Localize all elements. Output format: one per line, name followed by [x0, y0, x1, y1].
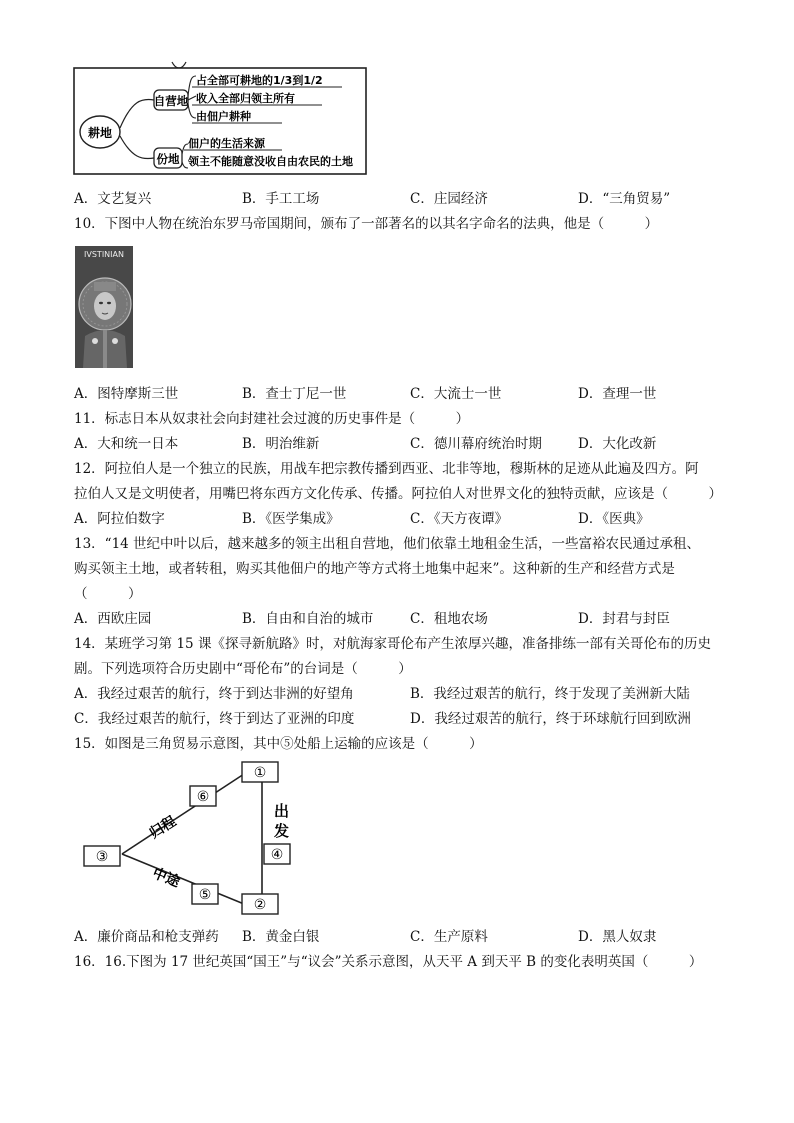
q13-option-c[interactable]: C．租地农场	[410, 611, 488, 627]
q9-option-b[interactable]: B．手工工场	[242, 191, 320, 207]
q14-stem-line1: 14．某班学习第 15 课《探寻新航路》时，对航海家哥伦布产生浓厚兴趣，准备排练一部有关哥伦布的历史	[74, 636, 711, 652]
q11-option-b[interactable]: B．明治维新	[242, 436, 320, 452]
label-middle: 中途	[150, 865, 182, 891]
bottom-item-2: 领主不能随意没收自由农民的土地	[188, 155, 353, 168]
q14-option-c[interactable]: C．我经过艰苦的航行，终于到达了亚洲的印度	[74, 711, 355, 727]
q9-option-d[interactable]: D．“三角贸易”	[578, 191, 671, 207]
q10-option-c[interactable]: C．大流士一世	[410, 386, 502, 402]
q11-option-a[interactable]: A．大和统一日本	[74, 436, 179, 452]
q15-option-c[interactable]: C．生产原料	[410, 929, 488, 945]
q10-option-a[interactable]: A．图特摩斯三世	[74, 386, 179, 402]
q13-option-b[interactable]: B．自由和自治的城市	[242, 611, 374, 627]
q12-stem-line2: 拉伯人又是文明使者，用嘴巴将东西方文化传承、传播。阿拉伯人对世界文化的独特贡献，应该是（ ）	[74, 486, 722, 502]
node-2-label: ②	[253, 897, 267, 913]
q10-stem: 10．下图中人物在统治东罗马帝国期间，颁布了一部著名的以其名字命名的法典，他是（ ）	[74, 216, 659, 232]
q15-option-d[interactable]: D．黑人奴隶	[578, 929, 657, 945]
face	[94, 292, 116, 320]
diagram-top-mark	[172, 62, 186, 68]
node-4-label: ④	[270, 847, 284, 863]
q11-option-c[interactable]: C．德川幕府统治时期	[410, 436, 542, 452]
branch-top-label: 自营地	[153, 94, 189, 108]
bottom-item-1: 佃户的生活来源	[188, 137, 265, 150]
q14-option-d[interactable]: D．我经过艰苦的航行，终于环球航行回到欧洲	[410, 711, 691, 727]
q11-option-d[interactable]: D．大化改新	[578, 436, 657, 452]
q16-stem: 16．16.下图为 17 世纪英国“国王”与“议会”关系示意图，从天平 A 到天平 B 的变化表明英国（ ）	[74, 954, 703, 970]
q15-triangle-trade-diagram	[80, 760, 300, 918]
q15-option-b[interactable]: B．黄金白银	[242, 929, 320, 945]
q12-option-d[interactable]: D．《医典》	[578, 511, 650, 527]
q12-option-b[interactable]: B．《医学集成》	[242, 511, 340, 527]
q11-stem: 11．标志日本从奴隶社会向封建社会过渡的历史事件是（ ）	[74, 411, 470, 427]
q10-option-b[interactable]: B．查士丁尼一世	[242, 386, 347, 402]
q12-stem-line1: 12．阿拉伯人是一个独立的民族，用战车把宗教传播到西亚、北非等地，穆斯林的足迹从此遍及四方。阿	[74, 461, 699, 477]
q9-land-diagram	[72, 60, 372, 178]
mosaic-inscription: IVSTINIAN	[84, 250, 124, 259]
q9-option-a[interactable]: A．文艺复兴	[74, 191, 152, 207]
node-5-label: ⑤	[198, 887, 212, 903]
q12-option-a[interactable]: A．阿拉伯数字	[74, 511, 165, 527]
q14-option-b[interactable]: B．我经过艰苦的航行，终于发现了美洲新大陆	[410, 686, 690, 702]
q13-option-d[interactable]: D．封君与封臣	[578, 611, 670, 627]
branch-bottom-label: 份地	[156, 152, 180, 166]
q13-stem-line2: 购买领主土地，或者转租，购买其他佃户的地产等方式将土地集中起来”。这种新的生产和经营方式是	[74, 561, 675, 577]
label-return: 归程	[146, 813, 180, 842]
node-3-label: ③	[95, 849, 109, 865]
q15-option-a[interactable]: A．廉价商品和枪支弹药	[74, 929, 219, 945]
q9-option-c[interactable]: C．庄园经济	[410, 191, 488, 207]
triangle-edge-middle	[122, 854, 244, 904]
triangle-edge-return	[122, 774, 244, 854]
top-item-1: 占全部可耕地的1/3到1/2	[196, 74, 323, 87]
justinian-mosaic-image	[75, 246, 133, 368]
q10-option-d[interactable]: D．查理一世	[578, 386, 657, 402]
top-item-3: 由佃户耕种	[196, 110, 251, 123]
q14-option-a[interactable]: A．我经过艰苦的航行，终于到达非洲的好望角	[74, 686, 354, 702]
node-1-label: ①	[253, 765, 267, 781]
top-item-2: 收入全部归领主所有	[196, 92, 295, 105]
q14-stem-line2: 剧。下列选项符合历史剧中“哥伦布”的台词是（ ）	[74, 661, 412, 677]
q13-option-a[interactable]: A．西欧庄园	[74, 611, 152, 627]
label-depart: 出 发	[274, 802, 290, 840]
crown	[94, 282, 116, 291]
q13-stem-line1: 13．“14 世纪中叶以后，越来越多的领主出租自营地，他们依靠土地租金生活，一些富裕农民通过承租、	[74, 536, 701, 552]
center-node-label: 耕地	[87, 126, 113, 140]
q12-option-c[interactable]: C．《天方夜谭》	[410, 511, 509, 527]
q15-stem: 15．如图是三角贸易示意图，其中⑤处船上运输的应该是（ ）	[74, 736, 483, 752]
q13-stem-line3: （ ）	[74, 586, 142, 602]
node-6-label: ⑥	[196, 789, 210, 805]
